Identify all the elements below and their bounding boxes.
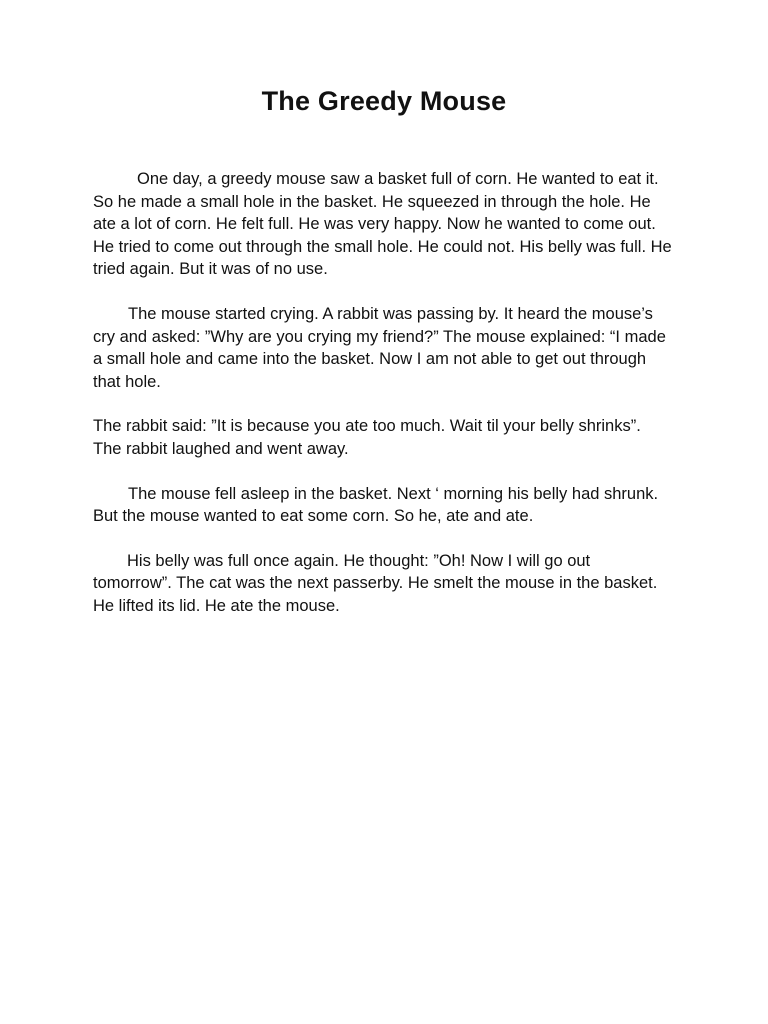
paragraph-3: The rabbit said: ”It is because you ate too much. Wait til your belly shrinks”. The rabbit laughed and went away.: [93, 417, 641, 458]
paragraph-5: His belly was full once again. He thought: ”Oh! Now I will go out tomorrow”. The cat was the next passerby. He smelt the mouse in the basket. He lifted its lid. He ate the mouse.: [93, 551, 658, 615]
paragraph-1: One day, a greedy mouse saw a basket full of corn. He wanted to eat it. So he made a small hole in the basket. He squeezed in through the hole. He ate a lot of corn. He felt full. He was very happy. Now he wanted to come out. He tried to come out through the small hole. He could not. His belly was full. He tried again. But it was of no use.: [93, 170, 672, 279]
story-body: [93, 168, 673, 640]
paragraph-2: The mouse started crying. A rabbit was passing by. It heard the mouse’s cry and asked: ”Why are you crying my friend?” The mouse explained: “I made a small hole and came into the basket. Now I am not able to get out through that hole.: [93, 304, 666, 391]
paragraph-4: The mouse fell asleep in the basket. Next ‘ morning his belly had shrunk. But the mouse wanted to eat some corn. So he, ate and ate.: [93, 484, 659, 526]
document-title: The Greedy Mouse: [261, 86, 507, 116]
